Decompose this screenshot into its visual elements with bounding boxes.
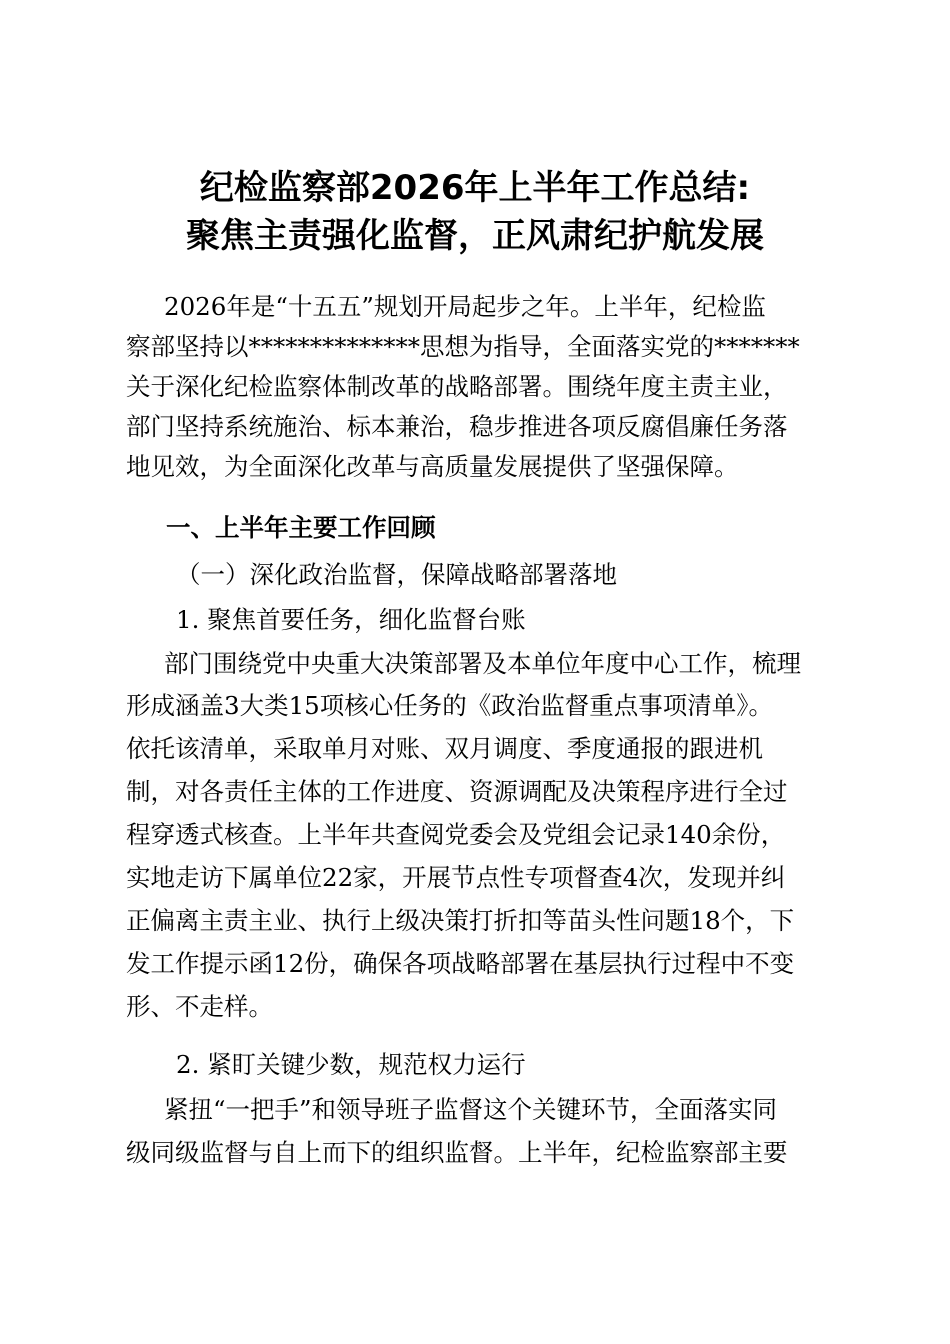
intro-line: 部门坚持系统施治、标本兼治，稳步推进各项反腐倡廉任务落: [126, 412, 788, 441]
body-line: 程穿透式核查。上半年共查阅党委会及党组会记录140余份，: [126, 820, 786, 849]
item-heading: 1. 聚焦首要任务，细化监督台账: [176, 605, 526, 634]
intro-line: 地见效，为全面深化改革与高质量发展提供了坚强保障。: [126, 452, 739, 481]
body-line: 形、不走样。: [126, 992, 273, 1021]
intro-line: 2026年是“十五五”规划开局起步之年。上半年，纪检监: [164, 292, 766, 321]
body-line: 紧扭“一把手”和领导班子监督这个关键环节，全面落实同: [164, 1095, 778, 1124]
subsection-heading: （一）深化政治监督，保障战略部署落地: [176, 560, 617, 589]
item-heading: 2. 紧盯关键少数，规范权力运行: [176, 1050, 526, 1079]
section-heading: 一、上半年主要工作回顾: [166, 513, 436, 542]
body-line: 形成涵盖3大类15项核心任务的《政治监督重点事项清单》。: [126, 691, 774, 720]
body-line: 发工作提示函12份，确保各项战略部署在基层执行过程中不变: [126, 949, 795, 978]
body-line: 实地走访下属单位22家，开展节点性专项督查4次，发现并纠: [126, 863, 786, 892]
body-line: 级同级监督与自上而下的组织监督。上半年，纪检监察部主要: [126, 1138, 788, 1167]
document-title-line-1: 纪检监察部2026年上半年工作总结:: [199, 168, 751, 208]
body-line: 依托该清单，采取单月对账、双月调度、季度通报的跟进机: [126, 734, 763, 763]
intro-line: 察部坚持以**************思想为指导，全面落实党的*******: [126, 332, 800, 361]
intro-line: 关于深化纪检监察体制改革的战略部署。围绕年度主责主业，: [126, 372, 788, 401]
body-line: 制，对各责任主体的工作进度、资源调配及决策程序进行全过: [126, 777, 788, 806]
body-line: 正偏离主责主业、执行上级决策打折扣等苗头性问题18个，下: [126, 906, 795, 935]
document-title-line-2: 聚焦主责强化监督，正风肃纪护航发展: [186, 216, 764, 256]
body-line: 部门围绕党中央重大决策部署及本单位年度中心工作，梳理: [164, 649, 801, 678]
